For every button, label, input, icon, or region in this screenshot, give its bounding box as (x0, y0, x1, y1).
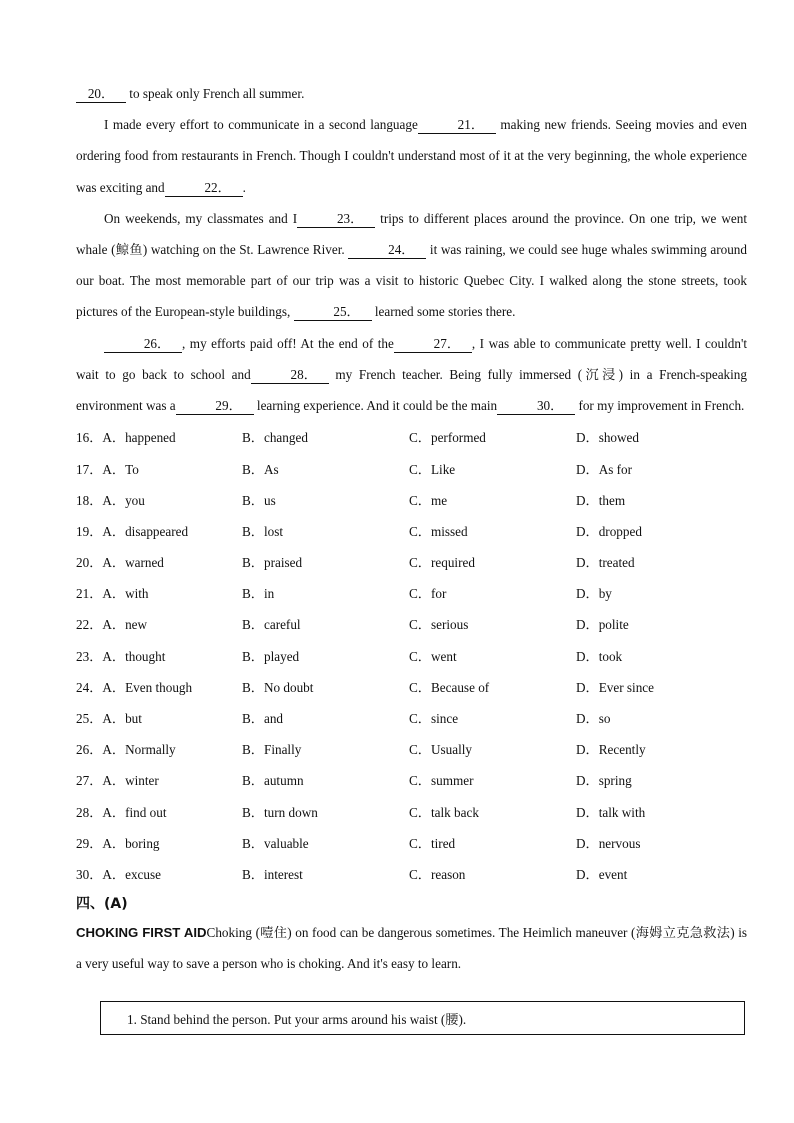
option-c[interactable]: C．for (409, 586, 447, 602)
blank-22[interactable]: 22． (165, 180, 243, 197)
blank-21[interactable]: 21． (418, 117, 496, 134)
section-title: CHOKING FIRST AID (76, 925, 207, 941)
option-a[interactable]: A．To (102, 461, 139, 477)
option-row (76, 421, 747, 452)
passage-line-20: 20． to speak only French all summer. (76, 78, 747, 109)
option-c[interactable]: C．performed (409, 430, 486, 446)
option-row (76, 702, 747, 733)
option-d[interactable]: D．talk with (576, 804, 646, 820)
option-b[interactable]: B．valuable (242, 835, 309, 851)
option-c[interactable]: C．serious (409, 617, 469, 633)
answer-options-list (76, 421, 747, 889)
option-b[interactable]: B．No doubt (242, 679, 314, 695)
option-c[interactable]: C．me (409, 492, 448, 508)
option-cell-a (76, 646, 242, 665)
blank-26[interactable]: 26． (104, 336, 182, 353)
passage-paragraph-3: 26． , my efforts paid off! At the end of the 27． , I was able to communicate pretty well. I couldn't wait to go back to school and 28． my French teacher. Being fully immersed (沉浸) in a French-speaking environment was a 29． learning experience. And it could be the main 30． for my improvement in French. (76, 335, 747, 414)
option-row (76, 764, 747, 795)
option-c[interactable]: C．summer (409, 773, 474, 789)
blank-25[interactable]: 25． (294, 304, 372, 321)
option-cell-a (76, 490, 242, 509)
document-page (76, 78, 747, 979)
question-number: 17． (76, 461, 103, 477)
option-b[interactable]: B．praised (242, 555, 303, 571)
option-row (76, 858, 747, 889)
option-cell-a (76, 521, 242, 540)
option-d[interactable]: D．so (576, 711, 611, 727)
option-c[interactable]: C．went (409, 648, 457, 664)
option-c[interactable]: C．Usually (409, 742, 473, 758)
option-row (76, 608, 747, 639)
step-box (100, 1001, 745, 1035)
option-d[interactable]: D．treated (576, 555, 635, 571)
option-d[interactable]: D．event (576, 866, 628, 882)
option-row (76, 733, 747, 764)
option-row (76, 546, 747, 577)
blank-20[interactable]: 20． (76, 86, 126, 103)
option-b[interactable]: B．Finally (242, 742, 302, 758)
option-cell-a (76, 552, 242, 571)
blank-23[interactable]: 23． (297, 211, 375, 228)
question-number: 21． (76, 586, 103, 602)
option-c[interactable]: C．required (409, 555, 475, 571)
option-d[interactable]: D．polite (576, 617, 629, 633)
option-c[interactable]: C．tired (409, 835, 456, 851)
question-number: 19． (76, 523, 103, 539)
question-number: 16． (76, 430, 103, 446)
option-d[interactable]: D．As for (576, 461, 633, 477)
option-a[interactable]: A．happened (102, 430, 176, 446)
option-b[interactable]: B．interest (242, 866, 303, 882)
option-b[interactable]: B．As (242, 461, 279, 477)
option-cell-a (76, 614, 242, 633)
question-number: 27． (76, 773, 103, 789)
option-c[interactable]: C．Because of (409, 679, 490, 695)
option-row (76, 484, 747, 515)
blank-30[interactable]: 30． (497, 398, 575, 415)
option-a[interactable]: A．winter (102, 773, 159, 789)
blank-24[interactable]: 24． (348, 242, 426, 259)
option-row (76, 795, 747, 826)
option-cell-a (76, 864, 242, 883)
passage-paragraph-2: On weekends, my classmates and I 23． trips to different places around the province. On one trip, we went whale (鲸鱼) watching on the St. Lawrence River. 24． it was raining, we could see huge whales swimming around our boat. The most memorable part of our trip was a visit to historic Quebec City. I walked along the stone streets, took pictures of the European-style buildings, 25． learned some stories there. (76, 210, 747, 320)
option-c[interactable]: C．talk back (409, 804, 479, 820)
passage-paragraph-1: I made every effort to communicate in a second language 21． making new friends. Seeing movies and even ordering food from restaurants in French. Though I couldn't understand most of it at the very beginning, the whole experience was exciting and 22． . (76, 117, 747, 195)
option-cell-a (76, 583, 242, 602)
option-b[interactable]: B．changed (242, 430, 308, 446)
option-a[interactable]: A．disappeared (102, 523, 189, 539)
option-cell-a (76, 833, 242, 852)
option-d[interactable]: D．Recently (576, 742, 646, 758)
question-number: 20． (76, 555, 103, 571)
option-b[interactable]: B．autumn (242, 773, 304, 789)
option-c[interactable]: C．since (409, 711, 459, 727)
option-d[interactable]: D．spring (576, 773, 632, 789)
option-a[interactable]: A．boring (102, 835, 160, 851)
option-row (76, 515, 747, 546)
blank-28[interactable]: 28． (251, 367, 329, 384)
option-a[interactable]: A．Normally (102, 742, 176, 758)
option-b[interactable]: B．turn down (242, 804, 318, 820)
option-d[interactable]: D．by (576, 586, 612, 602)
blank-29[interactable]: 29． (176, 398, 254, 415)
option-d[interactable]: D．showed (576, 430, 640, 446)
option-d[interactable]: D．took (576, 648, 623, 664)
option-d[interactable]: D．them (576, 492, 626, 508)
option-b[interactable]: B．lost (242, 523, 284, 539)
option-a[interactable]: A．find out (102, 804, 167, 820)
option-cell-a (76, 427, 242, 446)
option-a[interactable]: A．warned (102, 555, 164, 571)
option-a[interactable]: A．Even though (102, 679, 193, 695)
option-b[interactable]: B．in (242, 586, 275, 602)
option-c[interactable]: C．missed (409, 523, 468, 539)
blank-27[interactable]: 27． (394, 336, 472, 353)
option-a[interactable]: A．with (102, 586, 149, 602)
option-row (76, 577, 747, 608)
option-d[interactable]: D．nervous (576, 835, 641, 851)
question-number: 23． (76, 648, 103, 664)
option-a[interactable]: A．new (102, 617, 148, 633)
question-number: 29． (76, 835, 103, 851)
step-1-text: 1. Stand behind the person. Put your arms around his waist (腰). (127, 1011, 467, 1027)
option-b[interactable]: B．careful (242, 617, 301, 633)
option-cell-a (76, 677, 242, 696)
option-b[interactable]: B．and (242, 711, 284, 727)
option-d[interactable]: D．dropped (576, 523, 642, 539)
option-row (76, 452, 747, 483)
question-number: 22． (76, 617, 103, 633)
question-number: 28． (76, 804, 103, 820)
option-cell-a (76, 802, 242, 821)
option-b[interactable]: B．us (242, 492, 276, 508)
option-a[interactable]: A．excuse (102, 866, 161, 882)
option-a[interactable]: A．you (102, 492, 145, 508)
option-d[interactable]: D．Ever since (576, 679, 654, 695)
option-row (76, 671, 747, 702)
option-cell-a (76, 708, 242, 727)
section-intro: CHOKING FIRST AIDChoking (噎住) on food can be dangerous sometimes. The Heimlich maneuver (海姆立克急救法) is a very useful way to save a person who is choking. And it's easy to learn. (76, 925, 747, 972)
option-a[interactable]: A．thought (102, 648, 166, 664)
option-c[interactable]: C．reason (409, 866, 466, 882)
option-row (76, 827, 747, 858)
option-c[interactable]: C．Like (409, 461, 456, 477)
option-a[interactable]: A．but (102, 711, 142, 727)
question-number: 26． (76, 742, 103, 758)
option-cell-a (76, 739, 242, 758)
question-number: 25． (76, 711, 103, 727)
option-cell-a (76, 459, 242, 478)
option-cell-a (76, 770, 242, 789)
section-heading: 四、(A) (76, 896, 128, 913)
option-b[interactable]: B．played (242, 648, 300, 664)
option-row (76, 640, 747, 671)
question-number: 30． (76, 866, 103, 882)
question-number: 18． (76, 492, 103, 508)
question-number: 24． (76, 679, 103, 695)
